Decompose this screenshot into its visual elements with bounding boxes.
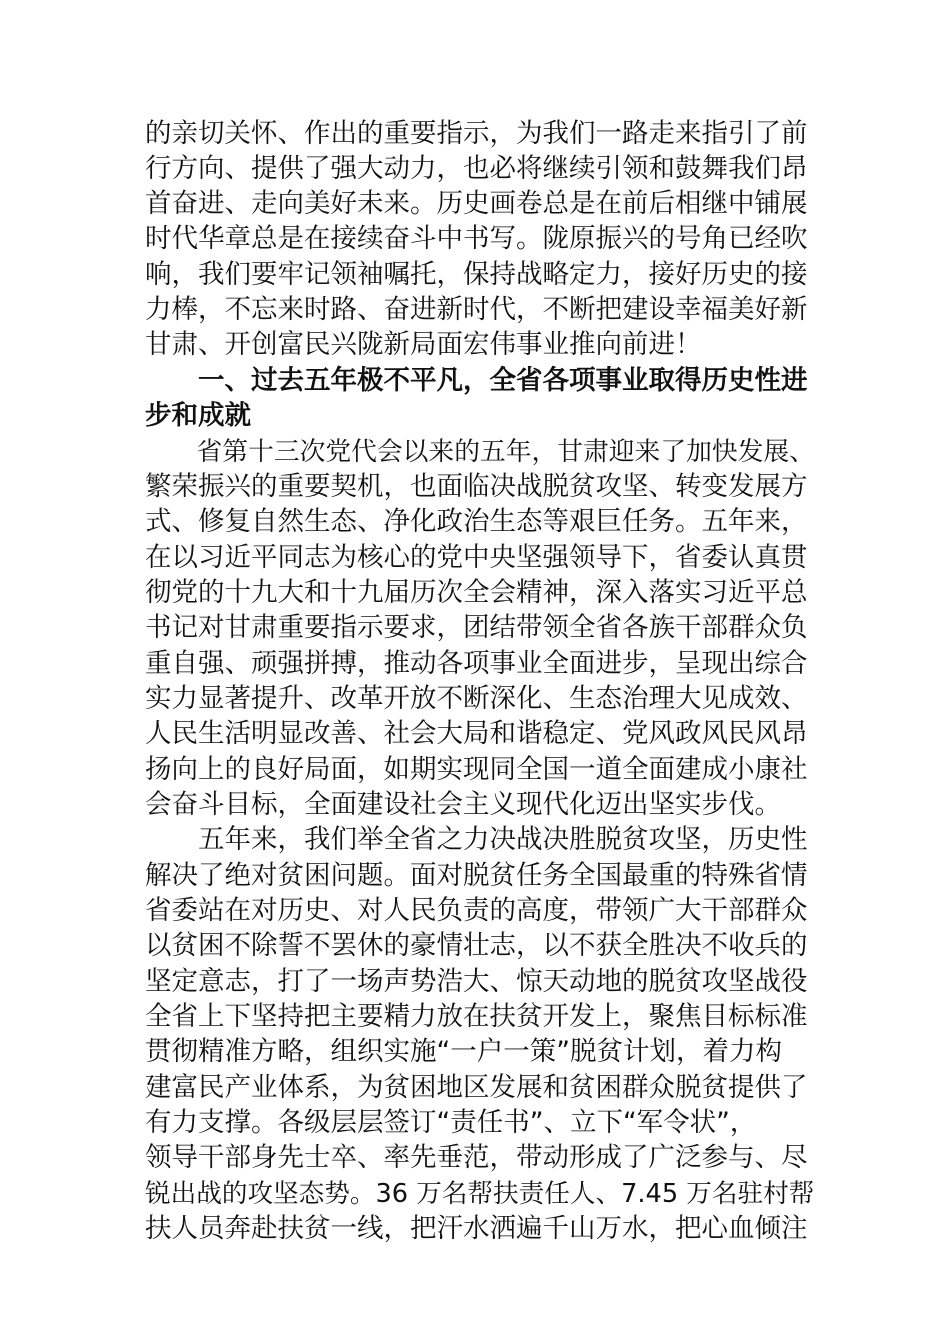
text-line: 人民生活明显改善、社会大局和谐稳定、党风政风民风昂 xyxy=(145,718,808,749)
text-line: 实力显著提升、改革开放不断深化、生态治理大见成效、 xyxy=(145,683,808,714)
text-line: 繁荣振兴的重要契机，也面临决战脱贫攻坚、转变发展方 xyxy=(145,471,808,502)
text-line: 首奋进、走向美好未来。历史画卷总是在前后相继中铺展 xyxy=(145,188,808,219)
text-line: 锐出战的攻坚态势。36 万名帮扶责任人、7.45 万名驻村帮 xyxy=(145,1179,815,1209)
text-line: 会奋斗目标，全面建设社会主义现代化迈出坚实步伐。 xyxy=(145,789,781,820)
text-line: 甘肃、开创富民兴陇新局面宏伟事业推向前进！ xyxy=(145,329,702,360)
text-line: 解决了绝对贫困问题。面对脱贫任务全国最重的特殊省情 xyxy=(145,860,808,891)
text-line: 扬向上的良好局面，如期实现同全国一道全面建成小康社 xyxy=(145,754,808,785)
text-line: 建富民产业体系，为贫困地区发展和贫困群众脱贫提供了 xyxy=(145,1072,808,1103)
text-line: 的亲切关怀、作出的重要指示，为我们一路走来指引了前 xyxy=(145,118,808,149)
text-line: 全省上下坚持把主要精力放在扶贫开发上，聚焦目标标准 xyxy=(145,1001,808,1032)
text-line: 扶人员奔赴扶贫一线，把汗水洒遍千山万水，把心血倾注 xyxy=(145,1213,808,1244)
text-line: 有力支撑。各级层层签订“责任书”、立下“军令状”， xyxy=(145,1107,757,1138)
text-line: 省第十三次党代会以来的五年，甘肃迎来了加快发展、 xyxy=(145,437,815,467)
text-line: 重自强、顽强拼搏，推动各项事业全面进步，呈现出综合 xyxy=(145,648,808,679)
text-line: 坚定意志，打了一场声势浩大、惊天动地的脱贫攻坚战役 xyxy=(145,966,808,997)
text-line: 贯彻精准方略，组织实施“一户一策”脱贫计划，着力构 xyxy=(145,1036,782,1067)
text-line: 以贫困不除誓不罢休的豪情壮志，以不获全胜决不收兵的 xyxy=(145,930,808,961)
text-line: 在以习近平同志为核心的党中央坚强领导下，省委认真贯 xyxy=(145,542,808,573)
text-line: 五年来，我们举全省之力决战决胜脱贫攻坚，历史性 xyxy=(145,824,808,855)
text-line: 书记对甘肃重要指示要求，团结带领全省各族干部群众负 xyxy=(145,612,808,643)
text-line: 响，我们要牢记领袖嘱托，保持战略定力，接好历史的接 xyxy=(145,259,808,290)
text-line: 式、修复自然生态、净化政治生态等艰巨任务。五年来， xyxy=(145,506,808,537)
text-line: 彻党的十九大和十九届历次全会精神，深入落实习近平总 xyxy=(145,577,808,608)
text-line: 省委站在对历史、对人民负责的高度，带领广大干部群众 xyxy=(145,895,808,926)
text-line: 时代华章总是在接续奋斗中书写。陇原振兴的号角已经吹 xyxy=(145,223,808,254)
section-heading-continued: 步和成就 xyxy=(145,400,251,431)
text-line: 行方向、提供了强大动力，也必将继续引领和鼓舞我们昂 xyxy=(145,153,808,184)
text-line: 领导干部身先士卒、率先垂范，带动形成了广泛参与、尽 xyxy=(145,1142,808,1173)
section-heading: 一、过去五年极不平凡，全省各项事业取得历史性进 xyxy=(145,365,808,396)
text-line: 力棒，不忘来时路、奋进新时代，不断把建设幸福美好新 xyxy=(145,294,808,325)
